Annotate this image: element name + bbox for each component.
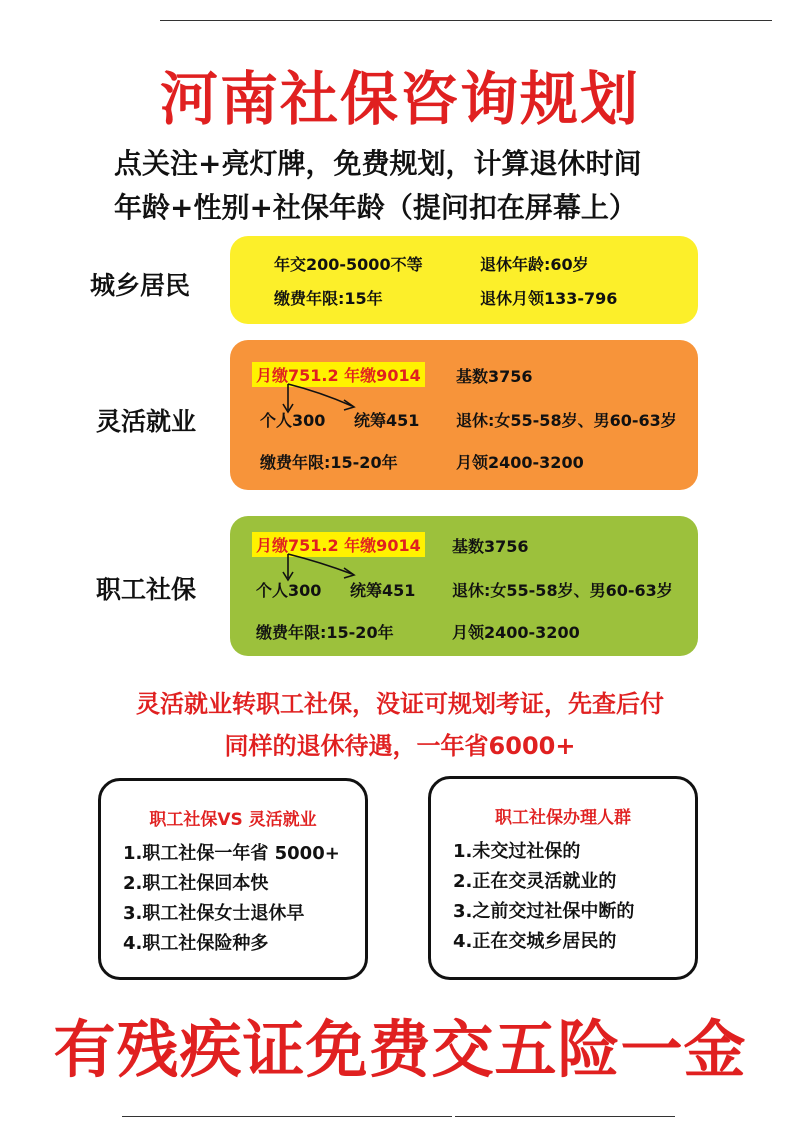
retire-age-text: 退休年龄:60岁 [480,255,589,274]
page-title: 河南社保咨询规划 [159,65,640,133]
notice-line-2: 同样的退休待遇，一年省6000+ [224,732,576,760]
list-item: 1.职工社保一年省 5000+ [123,843,340,864]
panel-title: 职工社保VS 灵活就业 [149,810,317,830]
annual-payment-text: 年交200-5000不等 [274,255,423,274]
category-label-flexible: 灵活就业 [96,407,197,436]
urban-rural-card [230,236,698,324]
retire-age-range-text: 退休:女55-58岁、男60-63岁 [452,581,673,600]
footer-slogan: 有残疾证免费交五险一金 [53,1013,747,1086]
top-rule [160,20,772,21]
employee-insurance-card [230,516,698,656]
payment-years-text: 缴费年限:15-20年 [260,453,398,472]
monthly-pension-text: 月领2400-3200 [452,623,580,642]
base-amount-text: 基数3756 [456,367,533,386]
list-item: 2.职工社保回本快 [123,873,269,894]
panel-title: 职工社保办理人群 [495,808,631,828]
subtitle-line-2: 年龄+性别+社保年龄（提问扣在屏幕上） [114,191,637,224]
retire-age-range-text: 退休:女55-58岁、男60-63岁 [456,411,677,430]
monthly-pension-text: 月领2400-3200 [456,453,584,472]
base-amount-text: 基数3756 [452,537,529,556]
category-label-employee: 职工社保 [96,575,197,604]
pooled-share-text: 统筹451 [354,411,420,430]
pooled-share-text: 统筹451 [350,581,416,600]
subtitle-line-1: 点关注+亮灯牌，免费规划，计算退休时间 [114,147,642,180]
eligible-groups-panel [428,776,698,980]
personal-share-text: 个人300 [256,581,322,600]
comparison-panel [98,778,368,980]
flexible-employment-card [230,340,698,490]
personal-share-text: 个人300 [260,411,326,430]
monthly-annual-payment-highlight: 月缴751.2 年缴9014 [252,532,425,557]
list-item: 4.正在交城乡居民的 [453,931,617,952]
category-label-urban-rural: 城乡居民 [90,271,191,300]
payment-years-text: 缴费年限:15-20年 [256,623,394,642]
notice-line-1: 灵活就业转职工社保，没证可规划考证，先查后付 [136,690,664,718]
bottom-rule-left [122,1116,452,1117]
list-item: 1.未交过社保的 [453,841,581,862]
monthly-annual-payment-highlight: 月缴751.2 年缴9014 [252,362,425,387]
payment-years-text: 缴费年限:15年 [274,289,383,308]
bottom-rule-right [455,1116,675,1117]
list-item: 2.正在交灵活就业的 [453,871,617,892]
list-item: 3.之前交过社保中断的 [453,901,635,922]
monthly-pension-text: 退休月领133-796 [480,289,618,308]
list-item: 4.职工社保险种多 [123,933,269,954]
list-item: 3.职工社保女士退休早 [123,903,305,924]
